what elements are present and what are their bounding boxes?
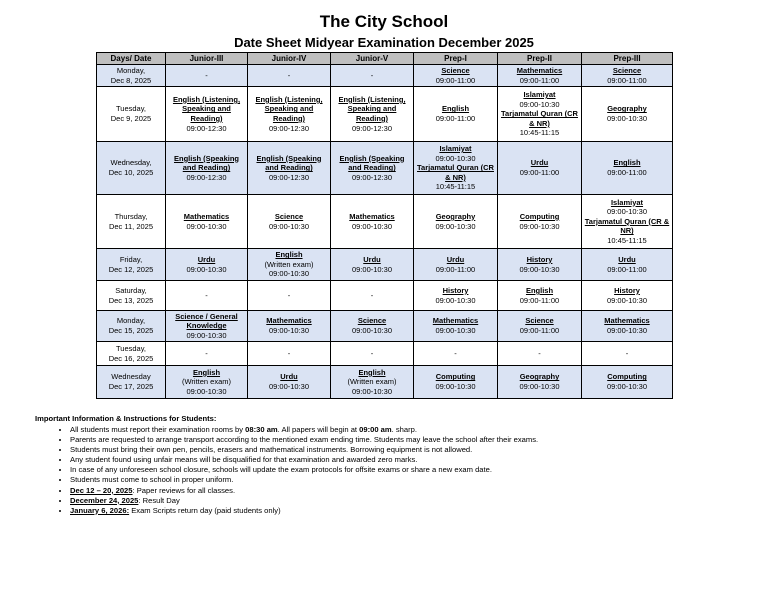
note-label: (Written exam) <box>264 259 314 269</box>
date-highlight: December 24, 2025 <box>70 495 139 505</box>
subject-label: English <box>525 285 554 295</box>
subject-label: English (Listening, Speaking and Reading) <box>338 94 406 123</box>
exam-cell <box>582 311 673 342</box>
table-row <box>97 311 673 342</box>
subject-label: History <box>442 285 469 295</box>
subject-label: Mathematics <box>516 65 563 75</box>
subject-label: English <box>275 250 303 260</box>
exam-cell <box>498 142 582 195</box>
date-label: Dec 12, 2025 <box>108 264 154 274</box>
note-label: - <box>370 290 374 300</box>
subject-label: Science / General Knowledge <box>175 311 238 331</box>
day-label: Wednesday <box>111 372 151 382</box>
table-row <box>97 342 673 366</box>
subject-label: Mathematics <box>604 316 650 326</box>
date-cell <box>97 65 166 87</box>
subject-label: English (Speaking and Reading) <box>256 153 322 173</box>
instruction-text: . sharp. <box>391 425 417 434</box>
time-label: 09:00-10:30 <box>268 221 310 231</box>
time-label: 09:00-10:30 <box>606 295 648 305</box>
instruction-text: . All papers will begin at <box>277 425 360 434</box>
subject-label: Mathematics <box>266 316 312 326</box>
instruction-text: All students must report their examination rooms by <box>70 425 246 434</box>
time-label: 09:00-10:30 <box>606 326 648 335</box>
instruction-text: Students must come to school in proper uniform. <box>70 475 234 485</box>
time-label: 09:00-11:00 <box>607 75 647 85</box>
exam-cell <box>498 281 582 311</box>
time-label: 09:00-10:30 <box>435 221 476 231</box>
day-label: Thursday, <box>114 211 148 221</box>
instruction-text: Any student found using unfair means will be disqualified for that examination and awarded zero marks. <box>70 455 418 465</box>
exam-cell <box>166 249 248 281</box>
time-label: 09:00-10:30 <box>519 382 560 391</box>
date-cell <box>97 195 166 249</box>
time-label: 09:00-11:00 <box>519 295 560 305</box>
time-label: 09:00-11:00 <box>435 114 476 123</box>
page-subtitle: Date Sheet Midyear Examination December 2025 <box>234 35 534 50</box>
table-row <box>97 195 673 249</box>
date-label: Dec 15, 2025 <box>108 326 154 335</box>
exam-cell <box>331 311 414 342</box>
exam-cell <box>414 195 498 249</box>
exam-cell <box>331 342 414 366</box>
date-sheet-table <box>96 52 673 399</box>
date-label: Dec 9, 2025 <box>110 114 152 123</box>
time-label: 09:00-11:00 <box>519 326 560 335</box>
date-label: Dec 17, 2025 <box>108 382 154 391</box>
time-label: 09:00-10:30 <box>186 264 227 274</box>
exam-cell <box>248 281 331 311</box>
subject-label: English <box>192 367 221 377</box>
date-cell <box>97 366 166 399</box>
column-header: Prep-III <box>582 53 673 65</box>
subject-label: Geography <box>435 211 476 221</box>
time-label: 09:00-10:30 <box>435 295 476 305</box>
time-label: 09:00-10:30 <box>435 326 476 335</box>
note-label: - <box>287 348 291 358</box>
note-label: - <box>625 348 629 358</box>
instruction-item <box>70 475 735 485</box>
subject-label: English (Listening, Speaking and Reading) <box>172 94 241 123</box>
instruction-item <box>70 496 735 506</box>
time-label: 09:00-12:30 <box>268 123 310 133</box>
exam-cell <box>248 342 331 366</box>
time-label: 09:00-12:30 <box>186 172 227 182</box>
time-label: 09:00-10:30 <box>268 269 310 279</box>
instructions-list <box>35 425 735 516</box>
day-label: Friday, <box>119 254 143 264</box>
exam-cell <box>331 87 414 142</box>
date-label: Dec 10, 2025 <box>108 168 154 177</box>
exam-cell <box>414 87 498 142</box>
day-label: Wednesday, <box>110 158 152 168</box>
time-label: 09:00-11:00 <box>607 168 647 177</box>
note-label: - <box>287 70 291 80</box>
date-cell <box>97 311 166 342</box>
subject-label: Urdu <box>197 254 216 264</box>
instruction-item <box>70 435 735 445</box>
subject-label: Computing <box>607 372 647 382</box>
column-header: Prep-II <box>498 53 582 65</box>
table-header-row <box>97 53 673 65</box>
exam-cell <box>166 281 248 311</box>
day-label: Saturday, <box>115 285 147 295</box>
time-label: 09:00-10:30 <box>351 326 393 335</box>
exam-cell <box>166 142 248 195</box>
exam-cell <box>331 249 414 281</box>
exam-cell <box>414 281 498 311</box>
day-label: Tuesday, <box>115 104 146 114</box>
time-label: 09:00-10:30 <box>519 221 560 231</box>
time-label: 09:00-12:30 <box>351 172 393 182</box>
exam-cell <box>498 366 582 399</box>
subject-label: English <box>441 104 470 114</box>
column-header: Days/ Date <box>97 53 166 65</box>
note-label: - <box>454 348 457 358</box>
time-label: 09:00-12:30 <box>268 172 310 182</box>
column-header: Junior-III <box>166 53 248 65</box>
day-label: Tuesday, <box>115 343 146 353</box>
exam-cell <box>414 142 498 195</box>
subject-label: Islamiyat <box>610 197 644 207</box>
time-label: 09:00-11:00 <box>519 75 560 85</box>
note-label: - <box>370 348 374 358</box>
subject-label: Islamiyat <box>439 144 472 154</box>
exam-cell <box>414 311 498 342</box>
exam-cell <box>248 311 331 342</box>
subject-label: History <box>614 285 640 295</box>
exam-cell <box>331 195 414 249</box>
instruction-item <box>70 445 735 455</box>
time-label: 09:00-10:30 <box>268 326 310 335</box>
subject-label: Geography <box>519 372 560 382</box>
table-row <box>97 142 673 195</box>
time-label: 09:00-12:30 <box>186 123 227 133</box>
subject-label: Tarjamatul Quran (CR & NR) <box>501 109 578 128</box>
exam-cell <box>166 195 248 249</box>
exam-cell <box>582 142 673 195</box>
table-row <box>97 366 673 399</box>
date-cell <box>97 87 166 142</box>
date-label: Dec 11, 2025 <box>108 221 154 231</box>
exam-cell <box>498 195 582 249</box>
instruction-text: In case of any unforeseen school closure, schools will update the exam protocols for offsite exams or share a new exam date. <box>70 465 492 475</box>
page-title: The City School <box>319 12 449 31</box>
exam-cell <box>166 65 248 87</box>
time-label: 09:00-10:30 <box>606 114 648 123</box>
time-label: 09:00-10:30 <box>435 382 476 391</box>
subject-label: English (Speaking and Reading) <box>173 153 239 173</box>
time-label: 09:00-10:30 <box>606 207 648 217</box>
time-label: 09:00-10:30 <box>351 221 393 231</box>
table-row <box>97 249 673 281</box>
instruction-text: Parents are requested to arrange transport according to the mentioned exam ending time. Students may leave the school after their exams. <box>70 435 539 445</box>
subject-label: Mathematics <box>183 211 230 221</box>
exam-cell <box>248 87 331 142</box>
time-label: 09:00-10:30 <box>606 382 648 391</box>
time-label: 09:00-10:30 <box>186 221 227 231</box>
table-row <box>97 281 673 311</box>
exam-cell <box>248 366 331 399</box>
instructions-section <box>35 414 735 516</box>
subject-label: Science <box>441 65 470 75</box>
subject-label: Islamiyat <box>523 90 556 100</box>
instruction-item <box>70 486 735 496</box>
instructions-title: Important Information & Instructions for Students: <box>35 414 217 423</box>
column-header: Junior-V <box>331 53 414 65</box>
date-cell <box>97 342 166 366</box>
date-cell <box>97 249 166 281</box>
exam-cell <box>331 142 414 195</box>
time-label: 09:00-10:30 <box>519 99 560 109</box>
instruction-text: 09:00 am <box>359 425 392 434</box>
time-label: 09:00-12:30 <box>351 123 393 133</box>
exam-cell <box>582 65 673 87</box>
time-label: 10:45-11:15 <box>519 128 560 138</box>
time-label: 09:00-11:00 <box>519 168 560 177</box>
time-label: 09:00-10:30 <box>186 330 227 340</box>
instruction-text: Students must bring their own pen, pencils, erasers and mathematical instruments. Borrowing equipment is not allowed. <box>70 445 473 455</box>
subject-label: Urdu <box>446 254 465 264</box>
exam-cell <box>414 366 498 399</box>
date-highlight: January 6, 2026: <box>70 505 130 515</box>
instruction-item <box>70 465 735 475</box>
subject-label: Urdu <box>363 254 381 264</box>
exam-cell <box>582 342 673 366</box>
note-label: (Written exam) <box>181 377 232 387</box>
exam-cell <box>498 342 582 366</box>
note-label: - <box>370 70 374 80</box>
time-label: 09:00-11:00 <box>607 264 647 274</box>
table-body <box>97 65 673 399</box>
subject-label: Mathematics <box>349 211 395 221</box>
instruction-text: Exam Scripts return day (paid students only) <box>129 505 281 515</box>
time-label: 09:00-11:00 <box>435 264 476 274</box>
subject-label: English (Speaking and Reading) <box>339 153 405 173</box>
subject-label: English <box>613 158 641 168</box>
subject-label: Science <box>357 316 387 326</box>
exam-cell <box>331 281 414 311</box>
time-label: 09:00-10:30 <box>268 382 310 391</box>
exam-cell <box>331 366 414 399</box>
exam-cell <box>248 142 331 195</box>
subject-label: Computing <box>435 372 476 382</box>
time-label: 09:00-10:30 <box>186 386 227 396</box>
instruction-text: : Paper reviews for all classes. <box>132 485 236 495</box>
note-label: - <box>205 348 208 358</box>
note-label: - <box>205 290 208 300</box>
instruction-text: : Result Day <box>138 495 180 505</box>
note-label: - <box>538 348 541 358</box>
exam-cell <box>166 366 248 399</box>
date-cell <box>97 281 166 311</box>
note-label: - <box>205 70 208 80</box>
instruction-item <box>70 425 735 435</box>
column-header: Prep-I <box>414 53 498 65</box>
exam-cell <box>166 87 248 142</box>
date-highlight: Dec 12 – 20, 2025 <box>70 485 133 495</box>
subject-label: English (Listening, Speaking and Reading) <box>255 94 323 123</box>
subject-label: Mathematics <box>432 316 479 326</box>
subject-label: Tarjamatul Quran (CR & NR) <box>584 216 670 236</box>
time-label: 09:00-10:30 <box>435 153 476 163</box>
subject-label: Tarjamatul Quran (CR & NR) <box>417 163 494 182</box>
note-label: (Written exam) <box>347 377 397 387</box>
exam-cell <box>582 195 673 249</box>
exam-cell <box>414 249 498 281</box>
instruction-item <box>70 506 735 516</box>
subject-label: Urdu <box>530 158 549 168</box>
day-label: Monday, <box>116 65 146 75</box>
exam-cell <box>582 87 673 142</box>
subject-label: English <box>358 367 386 377</box>
table-row <box>97 87 673 142</box>
exam-cell <box>248 249 331 281</box>
exam-cell <box>582 249 673 281</box>
exam-cell <box>248 65 331 87</box>
time-label: 10:45-11:15 <box>607 235 647 245</box>
exam-cell <box>582 281 673 311</box>
time-label: 09:00-10:30 <box>519 264 560 274</box>
exam-cell <box>248 195 331 249</box>
date-label: Dec 13, 2025 <box>108 295 154 305</box>
subject-label: Urdu <box>618 254 636 264</box>
date-label: Dec 8, 2025 <box>110 75 152 85</box>
time-label: 10:45-11:15 <box>435 182 476 192</box>
exam-cell <box>582 366 673 399</box>
time-label: 09:00-10:30 <box>351 386 393 396</box>
exam-cell <box>498 311 582 342</box>
exam-cell <box>414 65 498 87</box>
exam-cell <box>498 65 582 87</box>
note-label: - <box>287 290 291 300</box>
exam-cell <box>331 65 414 87</box>
time-label: 09:00-11:00 <box>435 75 476 85</box>
subject-label: Science <box>525 316 554 326</box>
subject-label: Computing <box>519 211 560 221</box>
time-label: 09:00-10:30 <box>351 264 393 274</box>
subject-label: Geography <box>607 104 647 114</box>
exam-cell <box>498 87 582 142</box>
exam-cell <box>414 342 498 366</box>
subject-label: Urdu <box>280 372 298 382</box>
subject-label: Science <box>274 211 304 221</box>
exam-cell <box>498 249 582 281</box>
instruction-item <box>70 455 735 465</box>
date-label: Dec 16, 2025 <box>108 353 154 363</box>
table-row <box>97 65 673 87</box>
column-header: Junior-IV <box>248 53 331 65</box>
exam-cell <box>166 311 248 342</box>
exam-cell <box>166 342 248 366</box>
subject-label: History <box>526 254 553 264</box>
subject-label: Science <box>612 65 642 75</box>
instruction-text: 08:30 am <box>245 425 278 434</box>
date-cell <box>97 142 166 195</box>
day-label: Monday, <box>116 316 146 326</box>
